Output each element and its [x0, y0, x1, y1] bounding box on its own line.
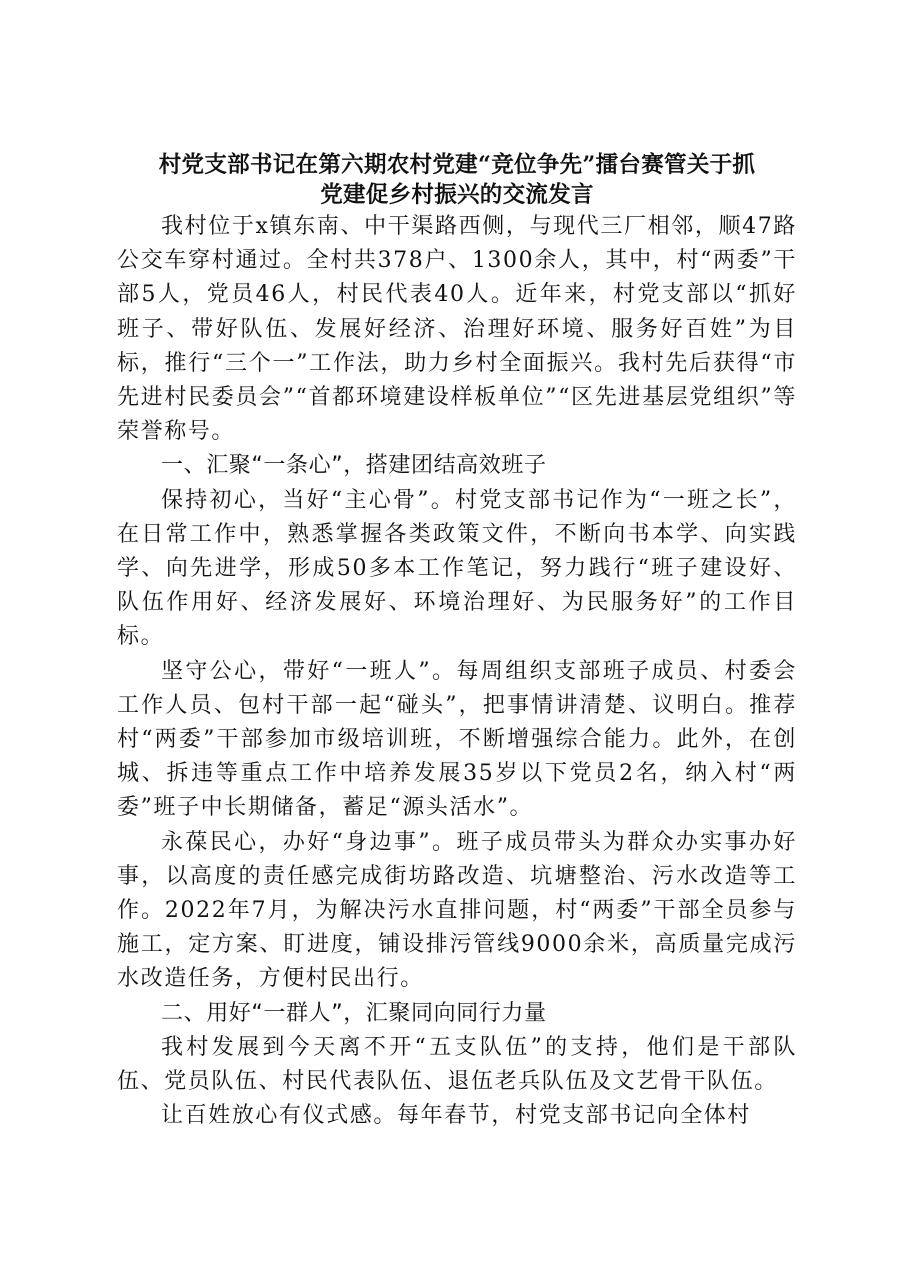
intro-paragraph: 我村位于x镇东南、中干渠路西侧，与现代三厂相邻，顺47路公交车穿村通过。全村共378户、1300余人，其中，村“两委”干部5人，党员46人，村民代表40人。近年来，村党支部以“抓好班子、带好队伍、发展好经济、治理好环境、服务好百姓”为目标，推行“三个一”工作法，助力乡村全面振兴。我村先后获得“市先进村民委员会”“首都环境建设样板单位”“区先进基层党组织”等荣誉称号。 — [117, 214, 797, 445]
paragraph-3: 永葆民心，办好“身边事”。班子成员带头为群众办实事办好事，以高度的责任感完成街坊路改造、坑塘整治、污水改造等工作。2022年7月，为解决污水直排问题，村“两委”干部全员参与施工，定方案、盯进度，铺设排污管线9000余米，高质量完成污水改造任务，方便村民出行。 — [117, 829, 797, 992]
paragraph-2: 坚守公心，带好“一班人”。每周组织支部班子成员、村委会工作人员、包村干部一起“碰头”，把事情讲清楚、议明白。推荐村“两委”干部参加市级培训班，不断增强综合能力。此外，在创城、拆违等重点工作中培养发展35岁以下党员2名，纳入村“两委”班子中长期储备，蓄足“源头活水”。 — [117, 658, 797, 821]
paragraph-1: 保持初心，当好“主心骨”。村党支部书记作为“一班之长”，在日常工作中，熟悉掌握各类政策文件，不断向书本学、向实践学、向先进学，形成50多本工作笔记，努力践行“班子建设好、队伍作用好、经济发展好、环境治理好、为民服务好”的工作目标。 — [117, 487, 797, 650]
document-body — [117, 150, 797, 1133]
document-title — [117, 150, 797, 210]
title-line-2: 党建促乡村振兴的交流发言 — [320, 182, 594, 208]
paragraph-5: 让百姓放心有仪式感。每年春节，村党支部书记向全体村 — [161, 1103, 752, 1129]
section-heading-1: 一、汇聚“一条心”，搭建团结高效班子 — [161, 453, 547, 479]
paragraph-4: 我村发展到今天离不开“五支队伍”的支持，他们是干部队伍、党员队伍、村民代表队伍、退伍老兵队伍及文艺骨干队伍。 — [117, 1034, 797, 1095]
title-line-1: 村党支部书记在第六期农村党建“竞位争先”擂台赛管关于抓 — [158, 152, 756, 178]
section-heading-2: 二、用好“一群人”，汇聚同向同行力量 — [161, 1000, 547, 1026]
